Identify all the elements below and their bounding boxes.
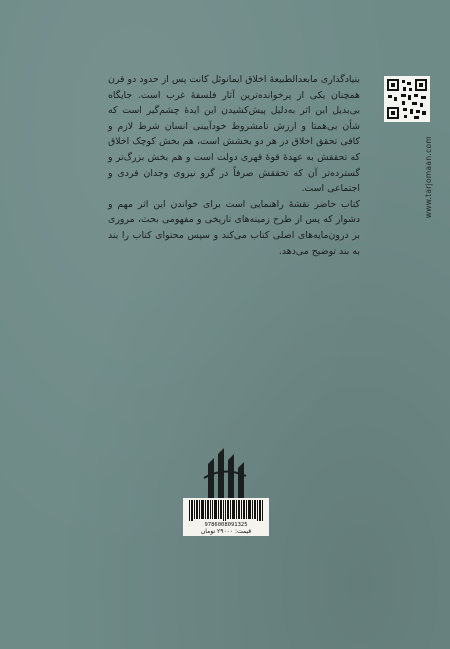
publisher-logo-icon	[200, 448, 248, 504]
barcode-icon	[183, 498, 269, 536]
blurb-paragraph-1: بنیادگذاری مابعدالطبیعهٔ اخلاق ایمانوئل کانت پس از حدود دو قرن همچنان یکی از پرخوانده‌ترین آثار فلسفهٔ غرب است. جایگاه بی‌بدیل این اثر به‌دلیل پیش‌کشیدن این ایدهٔ چشم‌گیر است که شأن بی‌همتا و ارزش نامشروط خودآیینی انسان شرط لازم و کافی تحقق اخلاق در هر دو بخشش است، هم بخش کوچک اخلاق که تحققش به عهدهٔ قوهٔ قهری دولت است و هم بخش بزرگ‌تر و گسترده‌تر آن که تحققش صرفاً در گرو نیروی وجدان فردی و اجتماعی است.	[108, 74, 360, 195]
price-label: قیمت: ۲۹۰۰۰ تومان	[200, 528, 252, 535]
barcode-number: 9786008091325	[204, 522, 248, 528]
blurb-text	[108, 72, 360, 259]
qr-code-icon	[384, 76, 430, 122]
blurb-paragraph-2: کتاب حاضر نقشهٔ راهنمایی است برای خواندن این اثر مهم و دشوار که پس از طرح زمینه‌های تاریخی و مفهومی بحث، مروری بر درون‌مایه‌های اصلی کتاب می‌کند و سپس محتوای کتاب را بند به بند توضیح می‌دهد.	[108, 198, 360, 257]
publisher-website: www.tarjomaan.com	[424, 136, 433, 219]
